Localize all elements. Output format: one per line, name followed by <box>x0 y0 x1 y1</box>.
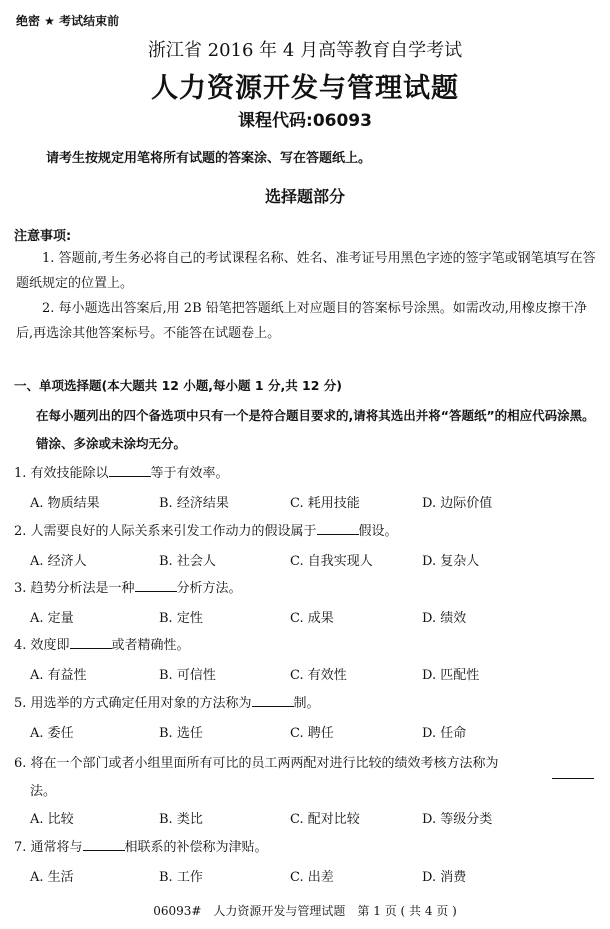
question-7-option-d: D. 消费 <box>422 870 467 885</box>
question-3-text-end: 分析方法。 <box>176 581 242 596</box>
question-1-text-end: 等于有效率。 <box>150 466 229 481</box>
question-3-stem <box>14 577 242 596</box>
question-6-stem: 6. 将在一个部门或者小组里面所有可比的员工两两配对进行比较的绩效考核方法称为 <box>14 756 499 771</box>
answer-blank <box>70 636 112 649</box>
question-7-stem <box>14 836 268 855</box>
question-5-option-a: A. 委任 <box>30 726 74 741</box>
question-7-option-b: B. 工作 <box>159 870 203 885</box>
question-5-option-d: D. 任命 <box>422 726 467 741</box>
answer-blank <box>552 764 594 779</box>
question-6-option-d: D. 等级分类 <box>422 812 493 827</box>
question-2-text-end: 假设。 <box>358 524 398 539</box>
question-7-text-end: 相联系的补偿称为津贴。 <box>124 840 268 855</box>
page-footer: 06093# 人力资源开发与管理试题 第 1 页 ( 共 4 页 ) <box>153 904 457 918</box>
question-1-option-a: A. 物质结果 <box>30 496 100 511</box>
answer-instruction: 请考生按规定用笔将所有试题的答案涂、写在答题纸上。 <box>46 151 372 166</box>
answer-blank <box>252 694 294 707</box>
paper-title: 人力资源开发与管理试题 <box>151 73 459 104</box>
question-7-text: 7. 通常将与 <box>14 840 83 855</box>
question-4-stem <box>14 634 190 653</box>
question-3-option-b: B. 定性 <box>159 611 203 626</box>
answer-blank <box>83 838 125 851</box>
question-5-option-b: B. 选任 <box>159 726 203 741</box>
question-4-option-c: C. 有效性 <box>290 668 347 683</box>
question-3-option-c: C. 成果 <box>290 611 334 626</box>
question-6-option-a: A. 比较 <box>30 812 74 827</box>
section-description: 在每小题列出的四个备选项中只有一个是符合题目要求的,请将其选出并将“答题纸”的相应代码涂黑。错涂、多涂或未涂均无分。 <box>36 408 595 451</box>
question-6-option-c: C. 配对比较 <box>290 812 360 827</box>
question-5-option-c: C. 聘任 <box>290 726 334 741</box>
question-1-option-b: B. 经济结果 <box>159 496 229 511</box>
question-3-option-a: A. 定量 <box>30 611 74 626</box>
question-2-text: 2. 人需要良好的人际关系来引发工作动力的假设属于 <box>14 524 317 539</box>
course-code: 课程代码:06093 <box>238 111 372 131</box>
question-6-text-end: 法。 <box>30 784 57 799</box>
question-1-text: 1. 有效技能除以 <box>14 466 109 481</box>
confidential-mark: 绝密 ★ 考试结束前 <box>16 14 120 28</box>
answer-blank <box>317 522 359 535</box>
question-5-text: 5. 用选举的方式确定任用对象的方法称为 <box>14 696 252 711</box>
question-1-stem <box>14 462 229 481</box>
answer-blank <box>135 579 177 592</box>
question-6-option-b: B. 类比 <box>159 812 203 827</box>
question-2-option-a: A. 经济人 <box>30 554 87 569</box>
question-1-option-c: C. 耗用技能 <box>290 496 360 511</box>
question-4-text: 4. 效度即 <box>14 638 70 653</box>
question-2-stem <box>14 520 398 539</box>
question-2-option-b: B. 社会人 <box>159 554 216 569</box>
question-4-option-a: A. 有益性 <box>30 668 87 683</box>
question-1-option-d: D. 边际价值 <box>422 496 493 511</box>
question-4-option-d: D. 匹配性 <box>422 668 480 683</box>
question-2-option-c: C. 自我实现人 <box>290 554 373 569</box>
question-7-option-c: C. 出差 <box>290 870 334 885</box>
part-title: 选择题部分 <box>264 187 345 206</box>
note-item-1: 1. 答题前,考生务必将自己的考试课程名称、姓名、准考证号用黑色字迹的签字笔或钢笔填写在答题纸规定的位置上。 <box>16 251 596 291</box>
question-5-text-end: 制。 <box>293 696 320 711</box>
exam-name: 浙江省 2016 年 4 月高等教育自学考试 <box>147 40 463 61</box>
question-2-option-d: D. 复杂人 <box>422 554 480 569</box>
section-heading: 一、单项选择题(本大题共 12 小题,每小题 1 分,共 12 分) <box>14 378 343 393</box>
note-item-2: 2. 每小题选出答案后,用 2B 铅笔把答题纸上对应题目的答案标号涂黑。如需改动,用橡皮擦干净后,再选涂其他答案标号。不能答在试题卷上。 <box>16 301 587 341</box>
question-7-option-a: A. 生活 <box>30 870 74 885</box>
question-3-text: 3. 趋势分析法是一种 <box>14 581 135 596</box>
answer-blank <box>109 464 151 477</box>
question-3-option-d: D. 绩效 <box>422 611 467 626</box>
question-4-option-b: B. 可信性 <box>159 668 216 683</box>
question-4-text-end: 或者精确性。 <box>111 638 190 653</box>
notes-heading: 注意事项: <box>14 229 72 244</box>
question-5-stem <box>14 692 320 711</box>
